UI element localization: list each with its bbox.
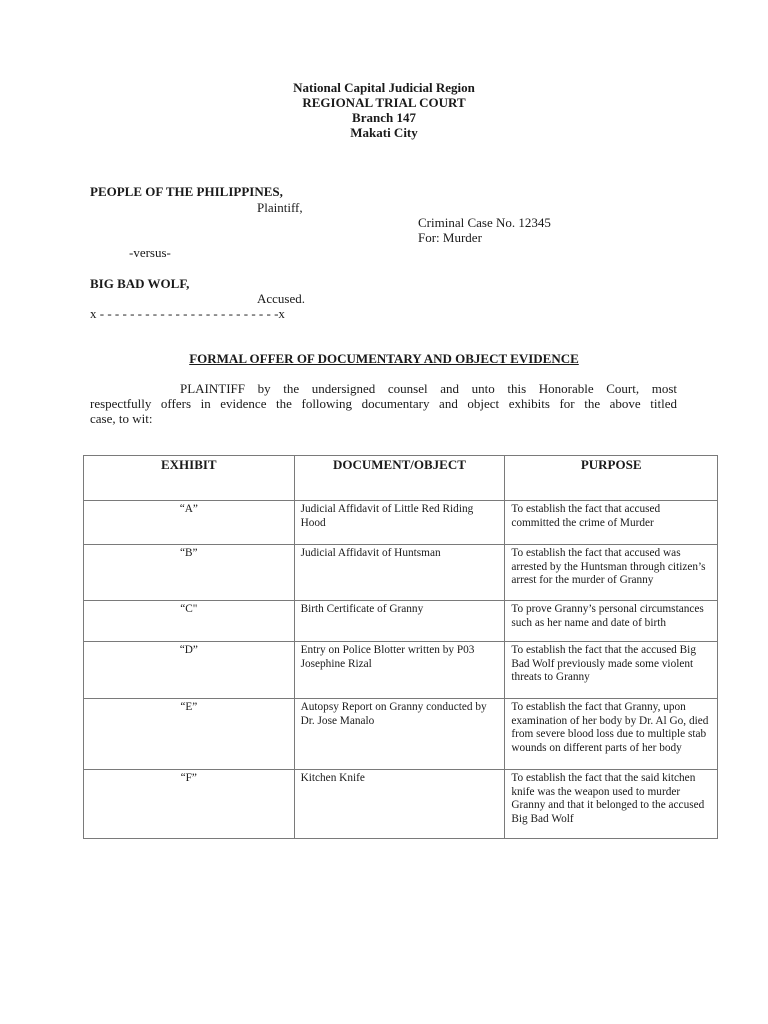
accused-name: BIG BAD WOLF,: [90, 276, 190, 291]
document-cell: Birth Certificate of Granny: [294, 601, 505, 642]
table-row: [84, 642, 718, 699]
purpose-cell: To establish the fact that accused was arrested by the Huntsman through citizen’s arrest for the murder of Granny: [505, 545, 718, 601]
exhibit-cell: “B”: [84, 545, 295, 601]
case-number: Criminal Case No. 12345: [418, 215, 551, 230]
table-row: [84, 601, 718, 642]
exhibit-cell: “D”: [84, 642, 295, 699]
case-for: For: Murder: [418, 230, 482, 245]
document-cell: Entry on Police Blotter written by P03 Josephine Rizal: [294, 642, 505, 699]
table-row: [84, 770, 718, 839]
exhibit-cell: “A”: [84, 501, 295, 545]
purpose-cell: To establish the fact that accused committed the crime of Murder: [505, 501, 718, 545]
table-row: [84, 501, 718, 545]
exhibit-cell: “E”: [84, 699, 295, 770]
purpose-cell: To prove Granny’s personal circumstances such as her name and date of birth: [505, 601, 718, 642]
intro-line-2: respectfully offers in evidence the following documentary and object exhibits for the above titled: [90, 396, 677, 411]
purpose-cell: To establish the fact that the accused Big Bad Wolf previously made some violent threats to Granny: [505, 642, 718, 699]
document-cell: Judicial Affidavit of Little Red Riding Hood: [294, 501, 505, 545]
table-header-row: [84, 456, 718, 501]
judicial-region: National Capital Judicial Region: [293, 80, 475, 95]
column-header-document: DOCUMENT/OBJECT: [294, 456, 505, 501]
exhibit-cell: “F”: [84, 770, 295, 839]
table-row: [84, 545, 718, 601]
branch: Branch 147: [352, 110, 416, 125]
document-cell: Autopsy Report on Granny conducted by Dr. Jose Manalo: [294, 699, 505, 770]
evidence-table: [83, 455, 718, 839]
document-cell: Kitchen Knife: [294, 770, 505, 839]
exhibit-cell: “C": [84, 601, 295, 642]
city: Makati City: [350, 125, 418, 140]
column-header-exhibit: EXHIBIT: [84, 456, 295, 501]
table-row: [84, 699, 718, 770]
document-cell: Judicial Affidavit of Huntsman: [294, 545, 505, 601]
versus: -versus-: [129, 245, 171, 260]
intro-line-3: case, to wit:: [90, 411, 153, 426]
court-name: REGIONAL TRIAL COURT: [302, 95, 466, 110]
purpose-cell: To establish the fact that the said kitchen knife was the weapon used to murder Granny and that it belonged to the accused Big Bad Wolf: [505, 770, 718, 839]
intro-paragraph: [90, 381, 677, 426]
intro-line-1: PLAINTIFF by the undersigned counsel and unto this Honorable Court, most: [180, 381, 677, 396]
purpose-cell: To establish the fact that Granny, upon examination of her body by Dr. Al Go, died from severe blood loss due to multiple stab wounds on different parts of her body: [505, 699, 718, 770]
plaintiff-name: PEOPLE OF THE PHILIPPINES,: [90, 184, 283, 199]
column-header-purpose: PURPOSE: [505, 456, 718, 501]
plaintiff-role: Plaintiff,: [257, 200, 303, 215]
accused-role: Accused.: [257, 291, 306, 306]
court-header: [0, 80, 768, 140]
document-title: FORMAL OFFER OF DOCUMENTARY AND OBJECT EVIDENCE: [189, 351, 579, 366]
caption-separator: x - - - - - - - - - - - - - - - - - - - - - - - -x: [90, 306, 285, 321]
